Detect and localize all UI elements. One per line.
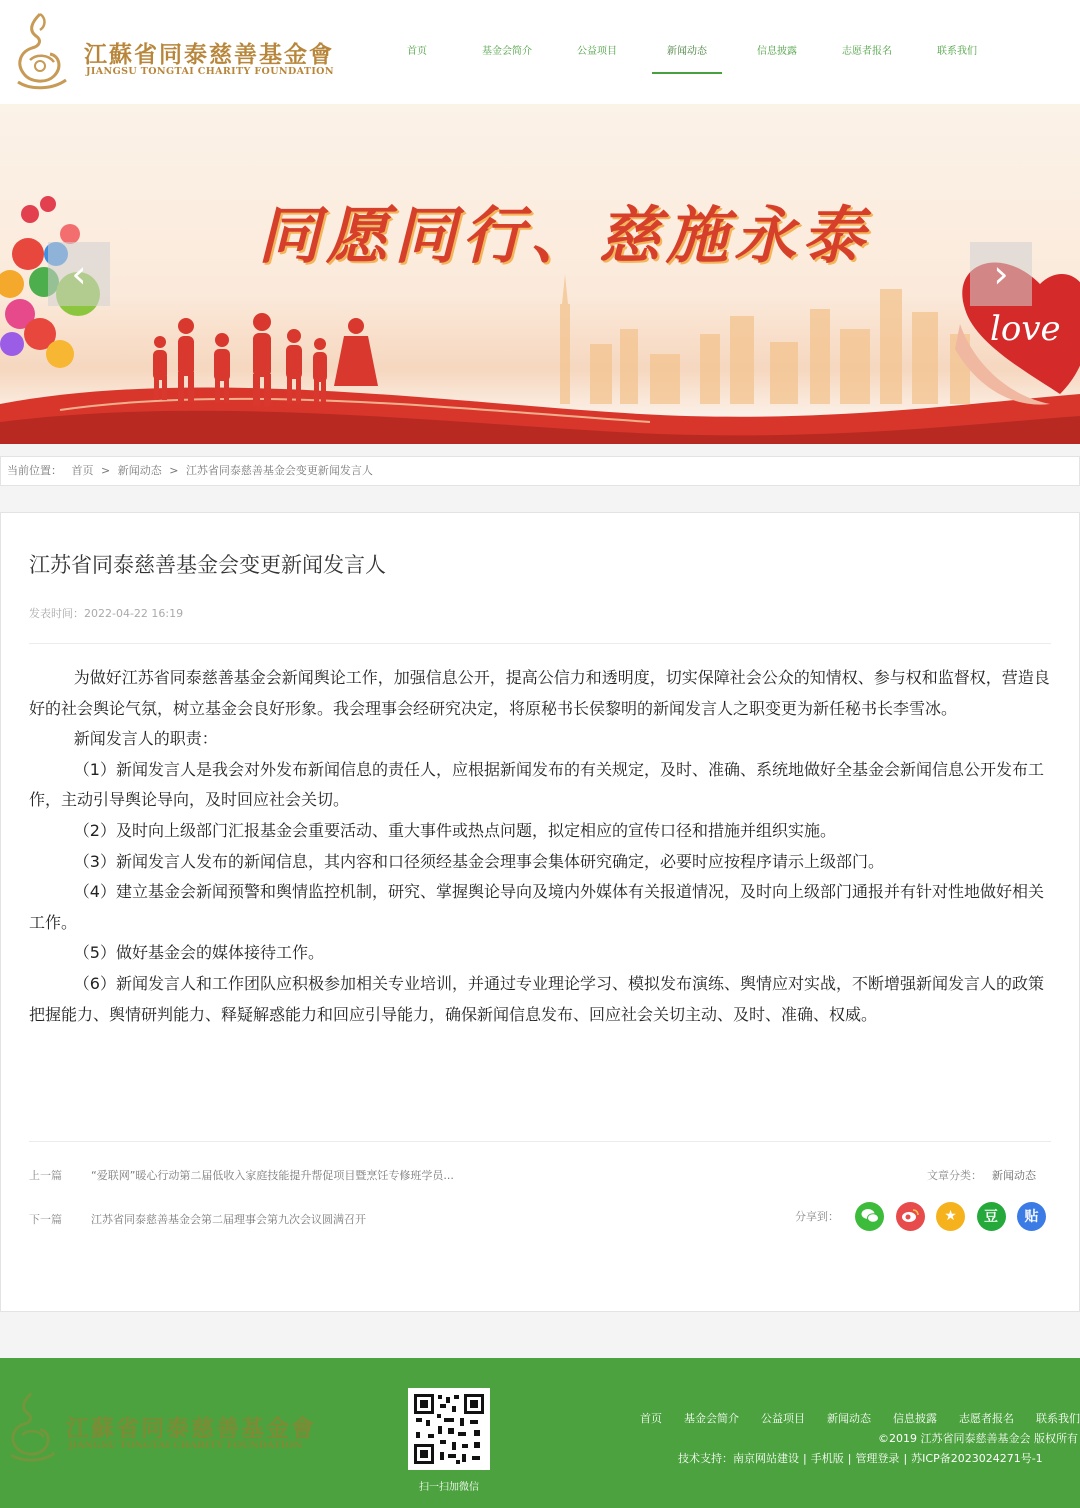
share-tieba-icon[interactable]: 贴 [1017, 1202, 1046, 1231]
nav-contact[interactable]: 联系我们 [937, 46, 977, 57]
footer-nav-news[interactable]: 新闻动态 [827, 1412, 871, 1425]
article-category [927, 1167, 1036, 1183]
breadcrumb [0, 456, 1080, 486]
prev-article [29, 1167, 454, 1183]
site-header [0, 0, 1080, 104]
nav-volunteer[interactable]: 志愿者报名 [842, 46, 892, 57]
breadcrumb-label: 当前位置： [7, 464, 62, 477]
publish-label: 发表时间： [29, 607, 84, 620]
tech-support-label: 技术支持： [678, 1452, 733, 1465]
footer-nav-disclosure[interactable]: 信息披露 [893, 1412, 937, 1425]
breadcrumb-current[interactable]: 江苏省同泰慈善基金会变更新闻发言人 [185, 464, 373, 477]
article-paragraph: （3）新闻发言人发布的新闻信息，其内容和口径须经基金会理事会集体研究确定，必要时应按程序请示上级部门。 [73, 851, 884, 871]
breadcrumb-home[interactable]: 首页 [71, 464, 94, 477]
publish-time-value: 2022-04-22 16:19 [84, 607, 184, 620]
tech-link-icp[interactable]: 苏ICP备2023024271号-1 [911, 1452, 1043, 1465]
site-logo[interactable] [10, 8, 334, 94]
breadcrumb-news[interactable]: 新闻动态 [117, 464, 162, 477]
banner-next-arrow-icon[interactable]: › [970, 242, 1032, 306]
main-nav [372, 38, 1002, 66]
nav-disclosure[interactable]: 信息披露 [757, 46, 797, 57]
article-paragraph: （4）建立基金会新闻预警和舆情监控机制，研究、掌握舆论导向及境内外媒体有关报道情况，及时向上级部门通报并有针对性地做好相关工作。 [29, 882, 1044, 932]
banner-love-text: love [990, 309, 1061, 349]
logo-chinese-name: 江蘇省同泰慈善基金會 [84, 41, 334, 68]
article-paragraph: （2）及时向上级部门汇报基金会重要活动、重大事件或热点问题，拟定相应的宣传口径和措施并组织实施。 [73, 820, 836, 840]
category-link[interactable]: 新闻动态 [992, 1169, 1036, 1182]
article-title: 江苏省同泰慈善基金会变更新闻发言人 [29, 553, 386, 577]
article-paragraph: （6）新闻发言人和工作团队应积极参加相关专业培训，并通过专业理论学习、模拟发布演练、舆情应对实战，不断增强新闻发言人的政策把握能力、舆情研判能力、释疑解惑能力和回应引导能力，确保新闻信息发布、回应社会关切主动、及时、准确、权威。 [29, 973, 1044, 1024]
nav-home[interactable]: 首页 [407, 46, 427, 57]
footer-logo-english-name: JIANGSU TONGTAI CHARITY FOUNDATION [68, 1440, 303, 1451]
footer-nav-about[interactable]: 基金会简介 [684, 1412, 739, 1425]
tech-link-mobile[interactable]: 手机版 [810, 1452, 844, 1465]
qr-code-icon [412, 1392, 486, 1466]
divider [29, 1141, 1051, 1142]
article-panel [0, 512, 1080, 1312]
article-paragraph: （5）做好基金会的媒体接待工作。 [73, 943, 324, 963]
article-paragraph: （1）新闻发言人是我会对外发布新闻信息的责任人，应根据新闻发布的有关规定，及时、准确、系统地做好全基金会新闻信息公开发布工作，主动引导舆论导向，及时回应社会关切。 [29, 759, 1044, 810]
share-douban-icon[interactable]: 豆 [977, 1202, 1006, 1231]
tech-link-admin-login[interactable]: 管理登录 [855, 1452, 900, 1465]
footer-nav-contact[interactable]: 联系我们 [1036, 1412, 1080, 1425]
footer-logo-chinese-name: 江蘇省同泰慈善基金會 [66, 1415, 316, 1442]
qr-caption: 扫一扫加微信 [419, 1482, 479, 1493]
foundation-emblem-icon [4, 1386, 60, 1466]
next-article-link[interactable]: 江苏省同泰慈善基金会第二届理事会第九次会议圆满召开 [91, 1213, 366, 1226]
category-label: 文章分类： [927, 1169, 982, 1182]
hero-banner[interactable] [0, 104, 1080, 444]
tech-support: 技术支持：南京网站建设 | 手机版 | 管理登录 | 苏ICP备2023024271号-1 [678, 1452, 1043, 1465]
logo-english-name: JIANGSU TONGTAI CHARITY FOUNDATION [86, 66, 334, 77]
banner-prev-arrow-icon[interactable]: ‹ [48, 242, 110, 306]
nav-news[interactable]: 新闻动态 [642, 38, 732, 66]
breadcrumb-separator: > [101, 464, 111, 477]
footer-nav-volunteer[interactable]: 志愿者报名 [959, 1412, 1014, 1425]
copyright: ©2019 江苏省同泰慈善基金会 版权所有 [878, 1432, 1078, 1445]
article-paragraph: 新闻发言人的职责： [73, 729, 218, 749]
nav-about[interactable]: 基金会简介 [482, 46, 532, 57]
article-publish-time [29, 605, 183, 621]
footer-nav-home[interactable]: 首页 [640, 1412, 662, 1425]
share-qzone-icon[interactable]: ★ [936, 1202, 965, 1231]
foundation-emblem-icon [10, 8, 72, 92]
wechat-qr-code [408, 1388, 490, 1470]
prev-article-link[interactable]: “爱联网”暖心行动第二届低收入家庭技能提升帮促项目暨烹饪专修班学员... [91, 1169, 454, 1182]
share-weibo-icon[interactable] [896, 1202, 925, 1231]
breadcrumb-separator: > [169, 464, 179, 477]
footer-nav-projects[interactable]: 公益项目 [761, 1412, 805, 1425]
footer-nav [618, 1410, 1080, 1426]
article-paragraph: 为做好江苏省同泰慈善基金会新闻舆论工作，加强信息公开，提高公信力和透明度，切实保障社会公众的知情权、参与权和监督权，营造良好的社会舆论气氛，树立基金会良好形象。我会理事会经研究决定，将原秘书长侯黎明的新闻发言人之职变更为新任秘书长李雪冰。 [29, 668, 1050, 718]
site-footer [0, 1358, 1080, 1508]
next-article [29, 1211, 366, 1227]
tech-link-web-dev[interactable]: 南京网站建设 [733, 1452, 799, 1465]
banner-slogan: 同愿同行、慈施永泰 [258, 199, 871, 272]
prev-article-label: 上一篇 [29, 1169, 62, 1182]
share-bar [795, 1201, 1058, 1231]
divider [29, 643, 1051, 644]
share-label: 分享到： [795, 1210, 839, 1223]
next-article-label: 下一篇 [29, 1213, 62, 1226]
share-wechat-icon[interactable] [855, 1202, 884, 1231]
article-body [29, 663, 1053, 1030]
nav-projects[interactable]: 公益项目 [577, 46, 617, 57]
